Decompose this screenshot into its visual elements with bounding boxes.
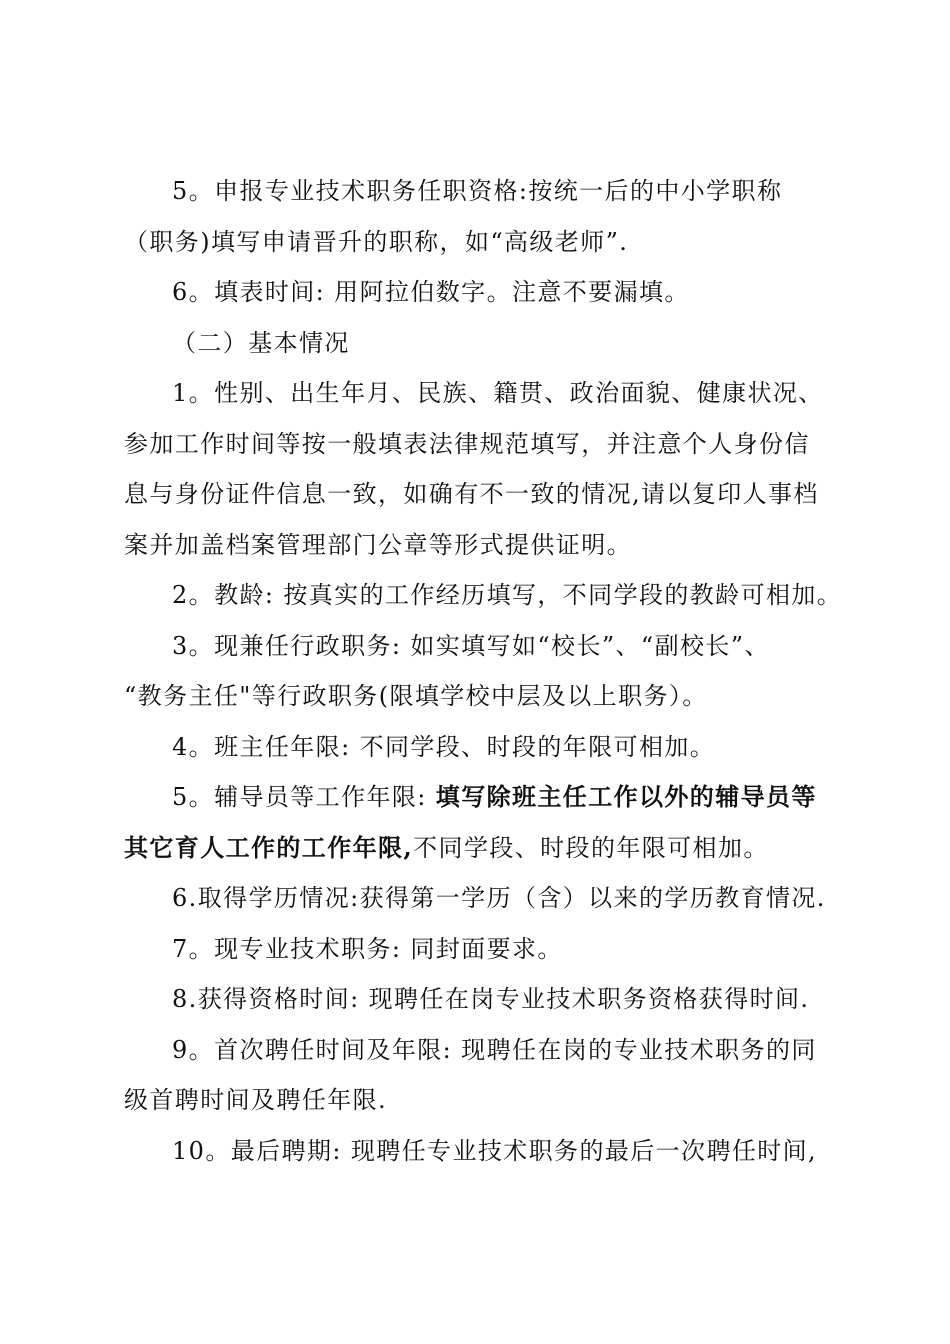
- paragraph-line: 5。申报专业技术职务任职资格:按统一后的中小学职称: [172, 177, 783, 205]
- paragraph-line: 6。填表时间: 用阿拉伯数字。注意不要漏填。: [172, 278, 690, 306]
- paragraph-line: 3。现兼任行政职务: 如实填写如“校长”、“副校长”、: [172, 631, 770, 660]
- document-body: [124, 166, 843, 1176]
- paragraph-line: 1。性别、出生年月、民族、籍贯、政治面貌、健康状况、: [172, 379, 824, 407]
- paragraph-line: （二）基本情况: [172, 328, 350, 357]
- paragraph-line: 9。首次聘任时间及年限: 现聘任在岗的专业技术职务的同: [172, 1035, 817, 1064]
- paragraph-line: （职务)填写申请晋升的职称，如“高级老师”.: [124, 227, 629, 256]
- paragraph-line: [124, 772, 836, 823]
- paragraph-line: 参加工作时间等按一般填表法律规范填写，并注意个人身份信: [124, 429, 810, 458]
- paragraph-line: “教务主任"等行政职务(限填学校中层及以上职务）。: [124, 682, 708, 710]
- paragraph-line: 2。教龄: 按真实的工作经历填写，不同学段的教龄可相加。: [172, 581, 843, 609]
- paragraph-line: 4。班主任年限: 不同学段、时段的年限可相加。: [172, 732, 716, 761]
- bold-text-segment: 其它育人工作的工作年限,: [124, 832, 414, 862]
- text-segment: 不同学段、时段的年限可相加。: [413, 833, 769, 862]
- paragraph-line: 10。最后聘期: 现聘任专业技术职务的最后一次聘任时间,: [172, 1136, 818, 1165]
- paragraph-line: 6.取得学历情况:获得第一学历（含）以来的学历教育情况.: [172, 884, 826, 912]
- paragraph-line: 级首聘时间及聘任年限.: [124, 1086, 388, 1114]
- paragraph-line: 案并加盖档案管理部门公章等形式提供证明。: [124, 530, 632, 559]
- paragraph-line: 7。现专业技术职务: 同封面要求。: [172, 934, 563, 963]
- paragraph-line: 8.获得资格时间: 现聘任在岗专业技术职务资格获得时间.: [172, 985, 810, 1013]
- paragraph-line: [124, 823, 836, 874]
- bold-text-segment: 填写除班主任工作以外的辅导员等: [435, 782, 817, 811]
- paragraph-line: 息与身份证件信息一致，如确有不一致的情况,请以复印人事档: [124, 480, 819, 508]
- text-segment: 5。辅导员等工作年限:: [172, 783, 436, 811]
